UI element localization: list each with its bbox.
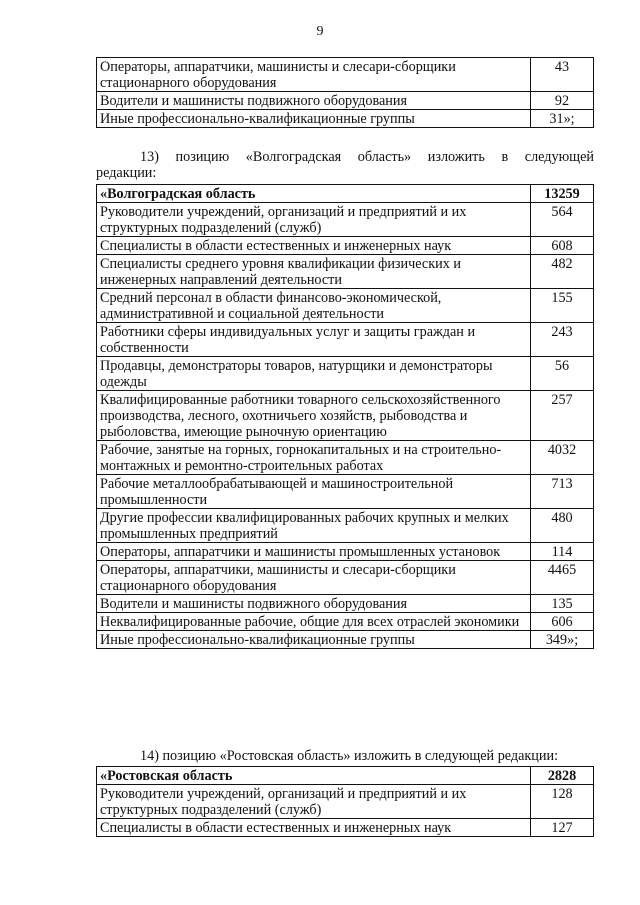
row-value: 155 bbox=[531, 289, 594, 323]
row-label: Специалисты в области естественных и инженерных наук bbox=[97, 819, 531, 837]
table-row bbox=[97, 289, 594, 323]
table-row bbox=[97, 237, 594, 255]
row-value: 608 bbox=[531, 237, 594, 255]
paragraph-14 bbox=[96, 748, 594, 764]
row-label: Иные профессионально-квалификационные группы bbox=[97, 110, 531, 128]
region-name: «Волгоградская область bbox=[97, 185, 531, 203]
row-value: 92 bbox=[531, 92, 594, 110]
row-value: 564 bbox=[531, 203, 594, 237]
table-row bbox=[97, 323, 594, 357]
row-label: Специалисты в области естественных и инженерных наук bbox=[97, 237, 531, 255]
table-row bbox=[97, 255, 594, 289]
paragraph-14-text: 14) позицию «Ростовская область» изложить в следующей редакции: bbox=[140, 748, 559, 764]
row-label: Рабочие, занятые на горных, горнокапитальных и на строительно-монтажных и ремонтно-строительных работах bbox=[97, 441, 531, 475]
table-row bbox=[97, 391, 594, 441]
table-row bbox=[97, 110, 594, 128]
row-value: 127 bbox=[531, 819, 594, 837]
table-rostov bbox=[96, 766, 594, 837]
table-row bbox=[97, 509, 594, 543]
row-value: 56 bbox=[531, 357, 594, 391]
row-value: 243 bbox=[531, 323, 594, 357]
row-label: Квалифицированные работники товарного сельскохозяйственного производства, лесного, охотничьего хозяйств, рыбоводства и рыболовства, имеющие рыночную ориентацию bbox=[97, 391, 531, 441]
row-label: Работники сферы индивидуальных услуг и защиты граждан и собственности bbox=[97, 323, 531, 357]
region-total: 2828 bbox=[531, 767, 594, 785]
table-row bbox=[97, 475, 594, 509]
region-total: 13259 bbox=[531, 185, 594, 203]
paragraph-13-line2: редакции: bbox=[96, 165, 157, 181]
paragraph-13-line1: 13) позицию «Волгоградская область» изложить в следующей bbox=[140, 149, 594, 165]
row-value: 482 bbox=[531, 255, 594, 289]
table-row bbox=[97, 561, 594, 595]
row-value: 135 bbox=[531, 595, 594, 613]
row-label: Операторы, аппаратчики, машинисты и слесари-сборщики стационарного оборудования bbox=[97, 561, 531, 595]
table-row bbox=[97, 595, 594, 613]
row-value: 606 bbox=[531, 613, 594, 631]
row-label: Руководители учреждений, организаций и предприятий и их структурных подразделений (служб) bbox=[97, 203, 531, 237]
table-row bbox=[97, 819, 594, 837]
row-value: 257 bbox=[531, 391, 594, 441]
row-label: Водители и машинисты подвижного оборудования bbox=[97, 92, 531, 110]
region-name: «Ростовская область bbox=[97, 767, 531, 785]
row-value: 713 bbox=[531, 475, 594, 509]
row-label: Операторы, аппаратчики и машинисты промышленных установок bbox=[97, 543, 531, 561]
table-header-row bbox=[97, 767, 594, 785]
row-value: 43 bbox=[531, 58, 594, 92]
table-row bbox=[97, 613, 594, 631]
table-header-row bbox=[97, 185, 594, 203]
row-label: Неквалифицированные рабочие, общие для всех отраслей экономики bbox=[97, 613, 531, 631]
row-value: 31»; bbox=[531, 110, 594, 128]
table-row bbox=[97, 785, 594, 819]
table-row bbox=[97, 631, 594, 649]
row-label: Операторы, аппаратчики, машинисты и слесари-сборщики стационарного оборудования bbox=[97, 58, 531, 92]
row-label: Иные профессионально-квалификационные группы bbox=[97, 631, 531, 649]
table-row bbox=[97, 58, 594, 92]
table-row bbox=[97, 543, 594, 561]
row-value: 4465 bbox=[531, 561, 594, 595]
row-label: Водители и машинисты подвижного оборудования bbox=[97, 595, 531, 613]
row-label: Специалисты среднего уровня квалификации физических и инженерных направлений деятельности bbox=[97, 255, 531, 289]
table-row bbox=[97, 441, 594, 475]
paragraph-13 bbox=[96, 149, 594, 181]
row-label: Рабочие металлообрабатывающей и машиностроительной промышленности bbox=[97, 475, 531, 509]
row-value: 480 bbox=[531, 509, 594, 543]
page-number: 9 bbox=[316, 24, 324, 39]
table-row bbox=[97, 357, 594, 391]
table-volgograd bbox=[96, 184, 594, 649]
row-value: 4032 bbox=[531, 441, 594, 475]
row-value: 128 bbox=[531, 785, 594, 819]
table-row bbox=[97, 203, 594, 237]
row-value: 349»; bbox=[531, 631, 594, 649]
row-label: Средний персонал в области финансово-экономической, административной и социальной деятельности bbox=[97, 289, 531, 323]
table-row bbox=[97, 92, 594, 110]
row-label: Другие профессии квалифицированных рабочих крупных и мелких промышленных предприятий bbox=[97, 509, 531, 543]
row-value: 114 bbox=[531, 543, 594, 561]
row-label: Руководители учреждений, организаций и предприятий и их структурных подразделений (служб) bbox=[97, 785, 531, 819]
table-top bbox=[96, 57, 594, 128]
row-label: Продавцы, демонстраторы товаров, натурщики и демонстраторы одежды bbox=[97, 357, 531, 391]
